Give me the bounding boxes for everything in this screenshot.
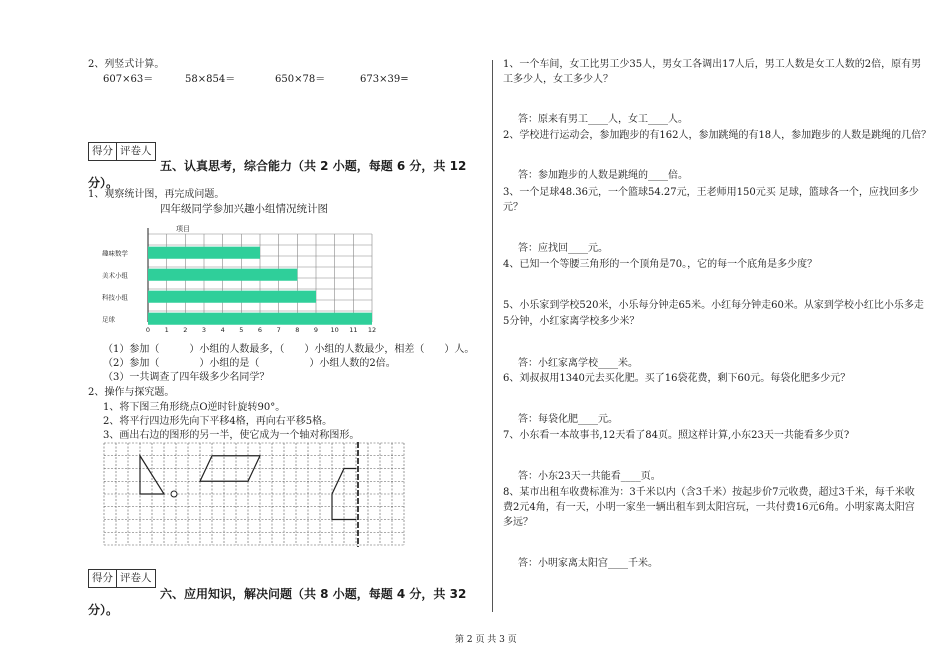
tick-label: 4 — [220, 326, 225, 334]
column-divider — [492, 60, 493, 612]
section-6-title-cont: 分）。 — [88, 603, 119, 617]
answer-8: 答：小明家离太阳宫____千米。 — [518, 558, 658, 569]
problem-8-line-2: 费2元4角，有一天，小明一家坐一辆出租车到太阳宫玩，一共付费16元6角。小明家离太阳宫 — [503, 502, 915, 513]
tick-label: 3 — [201, 326, 207, 334]
problem-7: 7、小东看一本故事书,12天看了84页。照这样计算,小东23天一共能看多少页? — [503, 430, 850, 441]
operate-item-3: 3、画出右边的图形的另一半，使它成为一个轴对称图形。 — [103, 430, 360, 441]
answer-5: 答：小红家离学校____米。 — [518, 358, 638, 369]
problem-8-line-1: 8、某市出租车收费标准为：3千米以内（含3千米）按起步价7元收费，超过3千米，每千米收 — [503, 487, 915, 498]
answer-3: 答：应找回____元。 — [518, 243, 608, 254]
bar — [148, 247, 260, 259]
chart-title: 四年级同学参加兴趣小组情况统计图 — [160, 203, 328, 215]
problem-4: 4、已知一个等腰三角形的一个顶角是70。，它的每一个底角是多少度？ — [503, 259, 818, 270]
section-5-title-cont: 分）。 — [88, 176, 119, 190]
calc-item: 58×854＝ — [185, 74, 236, 85]
problem-3-line-2: 元？ — [503, 202, 523, 213]
tick-label: 9 — [313, 326, 319, 334]
section-6-title: 六、应用知识，解决问题（共 8 小题，每题 4 分，共 32 — [160, 587, 467, 601]
tick-label: 8 — [295, 326, 300, 334]
operate-item-2: 2、将平行四边形先向下平移4格，再向右平移5格。 — [103, 416, 333, 427]
score-label: 得分 — [89, 570, 117, 587]
problem-1-line-1: 1、一个车间，女工比男工少35人，男女工各调出17人后，男工人数是女工人数的2倍，原有男 — [503, 59, 922, 70]
problem-5-line-1: 5、小乐家到学校520米，小乐每分钟走65米。小红每分钟走60米。从家到学校小红比小乐多走 — [503, 300, 924, 311]
grader-label: 评卷人 — [120, 145, 152, 157]
answer-2: 答：参加跑步的人数是跳绳的____倍。 — [518, 170, 688, 181]
section-5-title: 五、认真思考，综合能力（共 2 小题，每题 6 分，共 12 — [160, 159, 467, 173]
q2-calc-title: 2、列竖式计算。 — [88, 59, 165, 70]
score-label: 得分 — [89, 143, 117, 160]
q2-operate-title: 2、操作与探究题。 — [88, 387, 175, 398]
calc-item: 607×63＝ — [103, 74, 154, 85]
dotted-grid-figure — [103, 442, 405, 547]
tick-label: 7 — [276, 326, 281, 334]
bar — [148, 269, 297, 281]
score-box-5 — [88, 142, 156, 161]
chart-question-1: （1）参加（ ）小组的人数最多，（ ）小组的人数最少，相差（ ）人。 — [103, 344, 475, 355]
calc-item: 673×39= — [360, 74, 409, 85]
chart-question-2: （2）参加（ ）小组的是（ ）小组人数的2倍。 — [103, 358, 396, 369]
answer-7: 答：小东23天一共能看____页。 — [518, 471, 661, 482]
problem-3-line-1: 3、一个足球48.36元，一个篮球54.27元，王老师用150元买 足球，篮球各一个，应找回多少 — [503, 187, 919, 198]
tick-label: 12 — [367, 326, 377, 334]
calc-item: 650×78＝ — [275, 74, 326, 85]
point-o — [171, 491, 177, 497]
tick-label: 6 — [257, 326, 263, 334]
tick-label: 0 — [145, 326, 151, 334]
tick-label: 11 — [349, 326, 358, 334]
chart-question-3: （3）一共调查了四年级多少名同学？ — [103, 372, 270, 383]
tick-label: 10 — [330, 326, 339, 334]
axis-label: 项目 — [176, 225, 190, 233]
answer-6: 答：每袋化肥____元。 — [518, 414, 618, 425]
operate-item-1: 1、将下图三角形绕点O逆时针旋转90°。 — [103, 402, 286, 413]
problem-2: 2、学校进行运动会，参加跑步的有162人，参加跳绳的有18人，参加跑步的人数是跳绳的几倍？ — [503, 130, 932, 141]
tick-label: 5 — [239, 326, 244, 334]
tick-label: 1 — [164, 326, 169, 334]
problem-1-line-2: 工多少人，女工多少人？ — [503, 74, 613, 85]
problem-5-line-2: 5分钟，小红家离学校多少米？ — [503, 316, 640, 327]
bar — [148, 291, 316, 303]
bar-chart — [100, 220, 400, 340]
bar — [148, 313, 372, 325]
category-label: 足球 — [102, 315, 115, 324]
problem-8-line-3: 多远？ — [503, 517, 533, 528]
page-footer: 第 2 页 共 3 页 — [455, 635, 517, 645]
category-label: 科技小组 — [102, 293, 128, 302]
answer-1: 答：原来有男工____人，女工____人。 — [518, 114, 688, 125]
category-label: 趣味数学 — [102, 249, 128, 258]
problem-6: 6、刘叔叔用1340元去买化肥。买了16袋花费，剩下60元。每袋化肥多少元？ — [503, 373, 851, 384]
tick-label: 2 — [183, 326, 188, 334]
score-box-6 — [88, 569, 156, 588]
category-label: 美术小组 — [102, 271, 128, 280]
grader-label: 评卷人 — [120, 572, 152, 584]
q1-observe: 1、观察统计图，再完成问题。 — [88, 189, 225, 200]
